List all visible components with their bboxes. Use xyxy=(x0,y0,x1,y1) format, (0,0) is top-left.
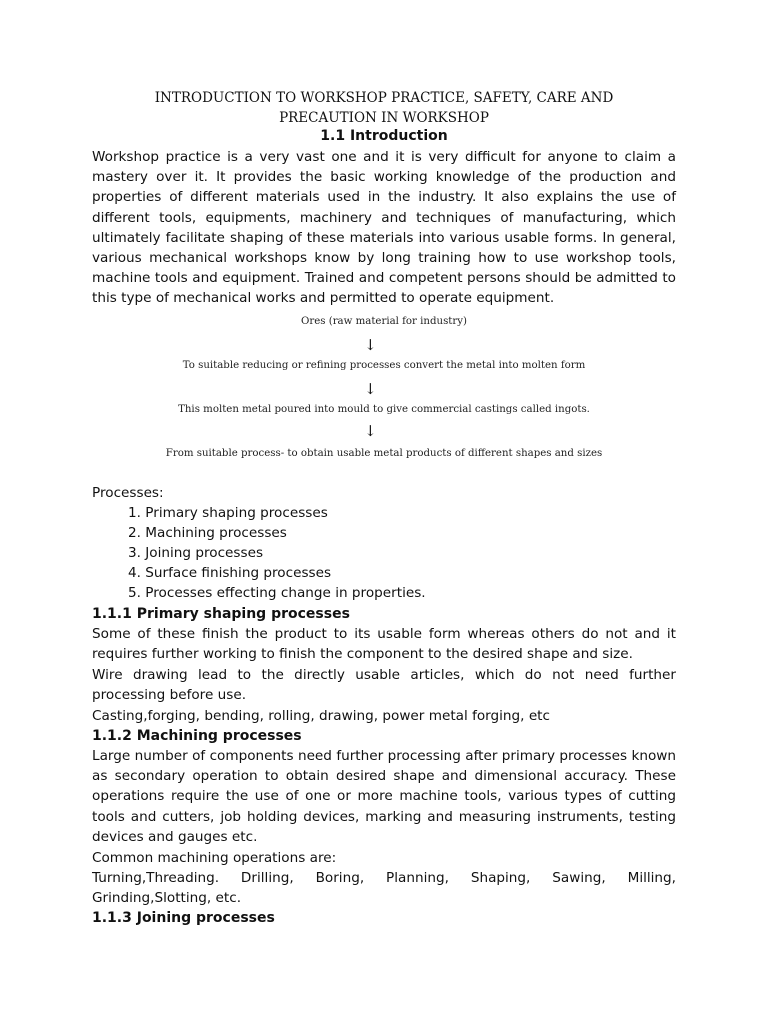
primary-shaping-para-3: Casting,forging, bending, rolling, drawing, power metal forging, etc xyxy=(92,708,550,724)
title-line-2: PRECAUTION IN WORKSHOP xyxy=(279,110,489,126)
intro-paragraph: Workshop practice is a very vast one and it is very difficult for anyone to claim a mastery over it. It provides the basic working knowledge of the production and properties of different materials used in the industry. It also explains the use of different tools, equipments, machinery and techniques of manufacturing, which ultimately facilitate shaping of these materials into various usable forms. In general, various mechanical workshops know by long training how to use workshop tools, machine tools and equipment. Trained and competent persons should be admitted to this type of mechanical works and permitted to operate equipment. xyxy=(92,149,676,307)
document-title xyxy=(92,88,676,128)
title-line-1: INTRODUCTION TO WORKSHOP PRACTICE, SAFETY, CARE AND xyxy=(154,90,614,106)
process-item-2: 2. Machining processes xyxy=(128,525,287,541)
flow-step-3: This molten metal poured into mould to give commercial castings called ingots. xyxy=(178,404,590,415)
joining-heading: 1.1.3 Joining processes xyxy=(92,910,275,926)
machining-para-1: Large number of components need further processing after primary processes known as secondary operation to obtain desired shape and dimensional accuracy. These operations require the use of one or more machine tools, various types of cutting tools and cutters, job holding devices, marking and measuring instruments, testing devices and gauges etc. xyxy=(92,748,676,845)
intro-heading: 1.1 Introduction xyxy=(320,128,448,144)
flow-step-4: From suitable process- to obtain usable metal products of different shapes and sizes xyxy=(165,448,603,459)
primary-shaping-para-1: Some of these finish the product to its usable form whereas others do not and it requires further working to finish the component to the desired shape and size. xyxy=(92,626,676,663)
production-flowchart xyxy=(92,316,676,466)
flow-step-1: Ores (raw material for industry) xyxy=(301,316,467,327)
process-item-1: 1. Primary shaping processes xyxy=(128,505,328,521)
process-item-3: 3. Joining processes xyxy=(128,545,264,561)
process-item-5: 5. Processes effecting change in properties. xyxy=(128,585,426,601)
machining-para-2: Common machining operations are: xyxy=(92,850,337,866)
primary-shaping-para-2: Wire drawing lead to the directly usable articles, which do not need further processing before use. xyxy=(92,667,676,704)
machining-heading: 1.1.2 Machining processes xyxy=(92,728,302,744)
machining-ops-line-1: Turning,Threading. Drilling, Boring, Planning, Shaping, Sawing, Milling, xyxy=(92,870,676,886)
primary-shaping-heading: 1.1.1 Primary shaping processes xyxy=(92,606,350,622)
flow-step-2: To suitable reducing or refining processes convert the metal into molten form xyxy=(182,360,586,371)
machining-ops-line-2: Grinding,Slotting, etc. xyxy=(92,890,242,906)
processes-label: Processes: xyxy=(92,485,164,501)
process-item-4: 4. Surface finishing processes xyxy=(128,565,332,581)
flow-arrow-2: ↓ xyxy=(364,380,377,398)
flow-arrow-1: ↓ xyxy=(364,336,377,354)
flow-arrow-3: ↓ xyxy=(364,422,377,440)
